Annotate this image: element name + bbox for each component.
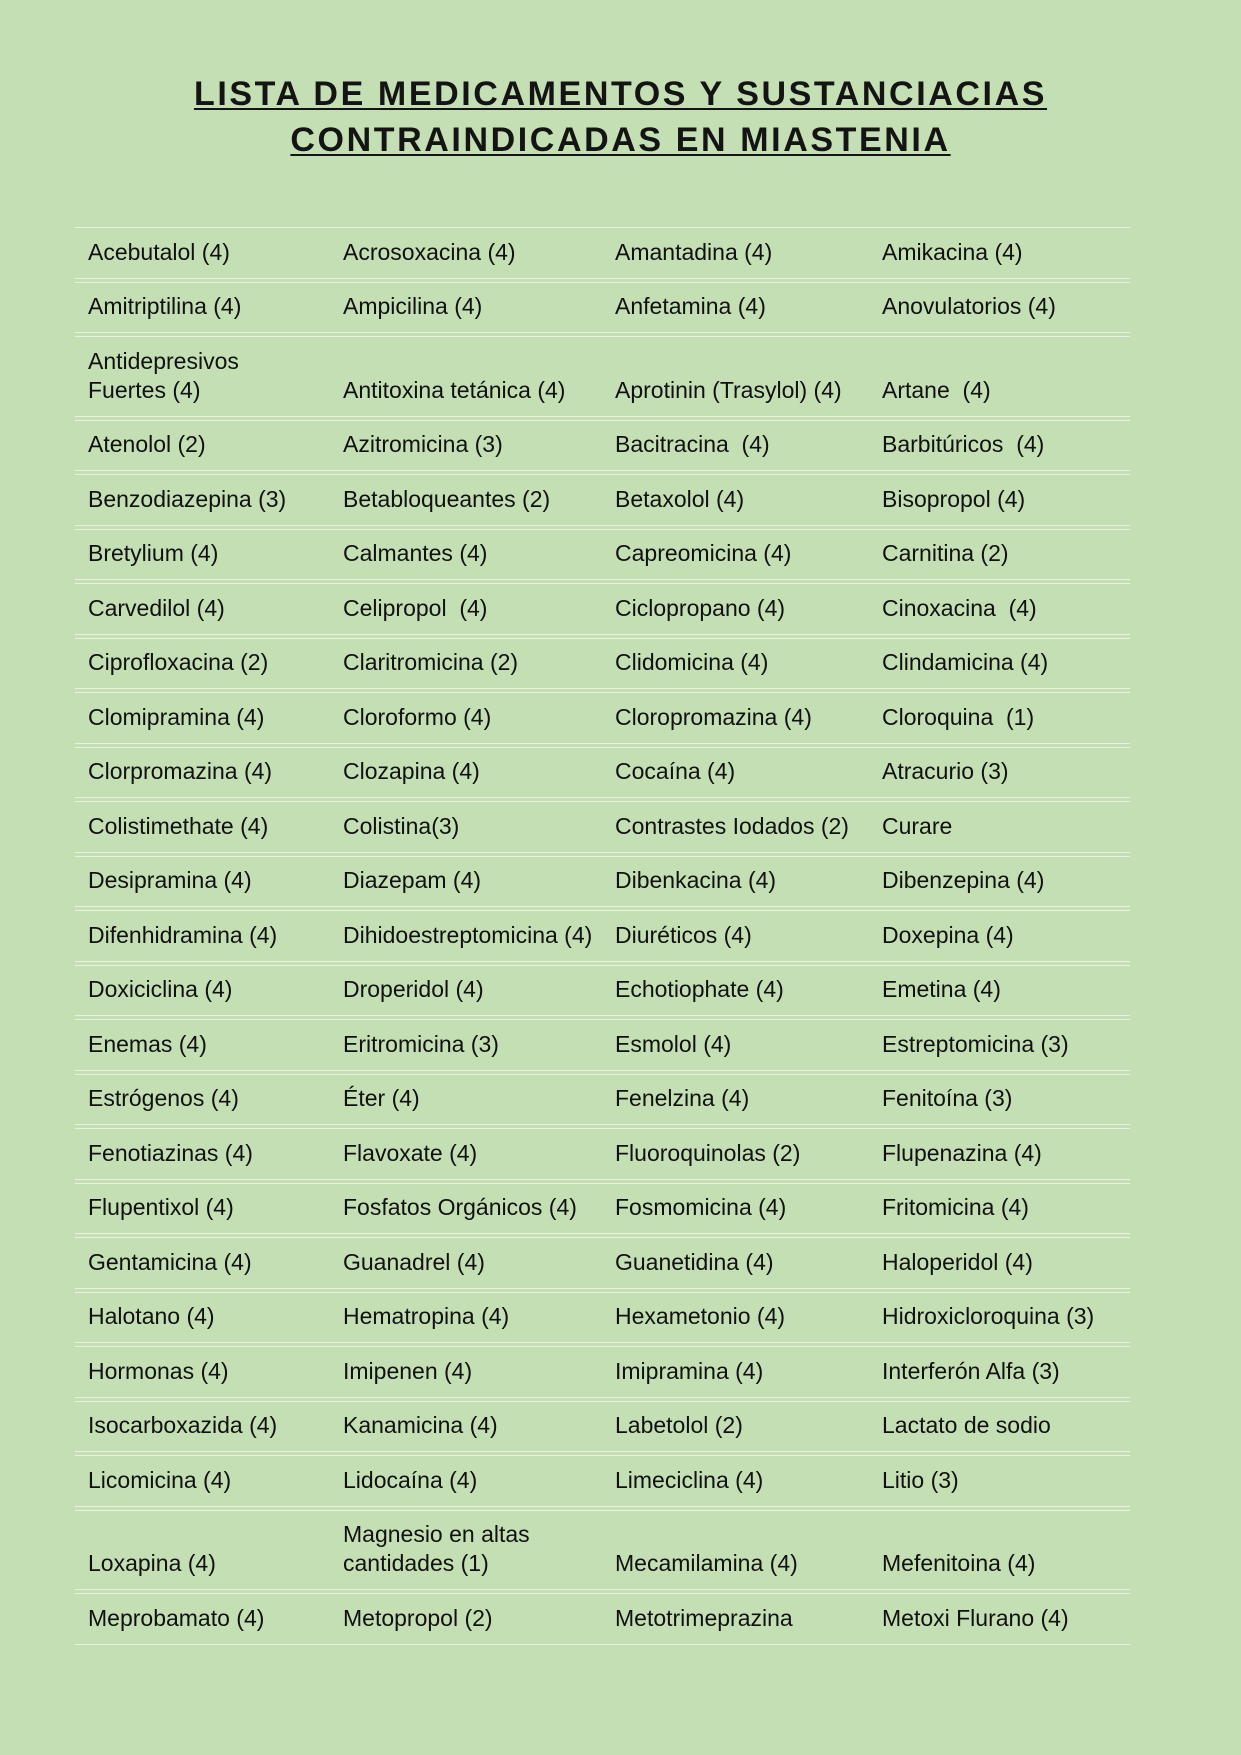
table-row	[75, 1593, 1130, 1645]
table-row	[75, 1074, 1130, 1126]
medication-cell: Emetina (4)	[882, 976, 1001, 1002]
medication-cell: Colistina(3)	[343, 812, 460, 839]
medication-cell: Haloperidol (4)	[882, 1248, 1033, 1275]
medication-cell: Metotrimeprazina	[615, 1604, 793, 1631]
page-title-line-2	[0, 117, 1241, 163]
medication-cell: Desipramina (4)	[88, 867, 252, 893]
medication-cell: Clidomicina (4)	[615, 649, 769, 675]
medication-cell: Dibenzepina (4)	[882, 867, 1045, 893]
table-row	[75, 1346, 1130, 1398]
table-row	[75, 1183, 1130, 1235]
medication-cell: Bretylium (4)	[88, 540, 219, 566]
medication-cell: Meprobamato (4)	[88, 1604, 265, 1631]
medication-cell: Kanamicina (4)	[343, 1412, 498, 1438]
medication-cell: Doxiciclina (4)	[88, 976, 233, 1002]
page-title-line-1	[0, 71, 1241, 117]
medication-cell: Esmolol (4)	[615, 1030, 732, 1057]
medication-cell: Betaxolol (4)	[615, 485, 745, 512]
medication-cell: Aprotinin (Trasylol) (4)	[615, 376, 842, 403]
table-row	[75, 1019, 1130, 1071]
medication-cell: Celipropol (4)	[343, 594, 488, 621]
medication-cell: Hidroxicloroquina (3)	[882, 1303, 1095, 1329]
medication-cell: Atenolol (2)	[88, 431, 206, 457]
table-row	[75, 1128, 1130, 1180]
table-row	[75, 282, 1130, 334]
medication-cell: Fenotiazinas (4)	[88, 1139, 253, 1166]
medication-cell: Litio (3)	[882, 1466, 959, 1493]
medication-cell: Ampicilina (4)	[343, 293, 483, 319]
table-row	[75, 227, 1130, 279]
medication-cell: Dihidoestreptomicina (4)	[343, 921, 593, 948]
medication-cell: Echotiophate (4)	[615, 976, 784, 1002]
table-row	[75, 965, 1130, 1017]
medication-cell: Ciprofloxacina (2)	[88, 649, 269, 675]
table-row	[75, 1237, 1130, 1289]
medication-cell: Anfetamina (4)	[615, 293, 766, 319]
medication-cell: Magnesio en altas cantidades (1)	[343, 1521, 530, 1576]
table-row	[75, 529, 1130, 581]
medication-cell: Acrosoxacina (4)	[343, 238, 516, 265]
medication-cell: Atracurio (3)	[882, 758, 1009, 784]
medication-cell: Bacitracina (4)	[615, 431, 770, 457]
medication-cell: Amitriptilina (4)	[88, 293, 242, 319]
medication-cell: Cocaína (4)	[615, 758, 736, 784]
medication-cell: Capreomicina (4)	[615, 540, 792, 566]
medication-cell: Barbitúricos (4)	[882, 431, 1045, 457]
medication-cell: Claritromicina (2)	[343, 649, 519, 675]
medication-cell: Isocarboxazida (4)	[88, 1412, 278, 1438]
medication-cell: Clorpromazina (4)	[88, 758, 273, 784]
medication-cell: Lidocaína (4)	[343, 1466, 478, 1493]
table-row	[75, 336, 1130, 417]
medication-cell: Licomicina (4)	[88, 1466, 232, 1493]
table-row	[75, 856, 1130, 908]
medication-cell: Bisopropol (4)	[882, 485, 1026, 512]
table-row	[75, 801, 1130, 853]
table-row	[75, 692, 1130, 744]
medication-table	[75, 227, 1130, 1645]
medication-cell: Mecamilamina (4)	[615, 1550, 798, 1576]
medication-cell: Fosmomicina (4)	[615, 1194, 787, 1220]
medication-cell: Diazepam (4)	[343, 867, 482, 893]
medication-cell: Clindamicina (4)	[882, 649, 1049, 675]
medication-cell: Cinoxacina (4)	[882, 594, 1037, 621]
medication-cell: Antidepresivos Fuertes (4)	[88, 347, 239, 403]
medication-cell: Betabloqueantes (2)	[343, 485, 551, 512]
medication-cell: Fenelzina (4)	[615, 1085, 750, 1111]
medication-cell: Benzodiazepina (3)	[88, 485, 287, 512]
medication-cell: Mefenitoina (4)	[882, 1550, 1036, 1576]
medication-cell: Contrastes Iodados (2)	[615, 812, 849, 839]
medication-cell: Dibenkacina (4)	[615, 867, 777, 893]
medication-cell: Hormonas (4)	[88, 1357, 229, 1384]
medication-cell: Diuréticos (4)	[615, 921, 752, 948]
medication-cell: Lactato de sodio	[882, 1412, 1051, 1438]
table-row	[75, 1455, 1130, 1507]
medication-cell: Cloropromazina (4)	[615, 703, 812, 730]
medication-cell: Metoxi Flurano (4)	[882, 1604, 1069, 1631]
table-row	[75, 583, 1130, 635]
medication-cell: Enemas (4)	[88, 1030, 207, 1057]
medication-cell: Labetolol (2)	[615, 1412, 743, 1438]
medication-cell: Fenitoína (3)	[882, 1085, 1013, 1111]
medication-cell: Imipramina (4)	[615, 1357, 764, 1384]
medication-cell: Amantadina (4)	[615, 238, 773, 265]
table-row	[75, 747, 1130, 799]
medication-cell: Guanetidina (4)	[615, 1248, 774, 1275]
medication-cell: Éter (4)	[343, 1085, 420, 1111]
medication-cell: Clozapina (4)	[343, 758, 480, 784]
medication-cell: Carvedilol (4)	[88, 594, 225, 621]
medication-cell: Curare	[882, 812, 953, 839]
medication-cell: Loxapina (4)	[88, 1550, 216, 1576]
medication-cell: Droperidol (4)	[343, 976, 484, 1002]
medication-cell: Estreptomicina (3)	[882, 1030, 1069, 1057]
medication-cell: Clomipramina (4)	[88, 703, 265, 730]
medication-cell: Interferón Alfa (3)	[882, 1357, 1060, 1384]
page-title-line-2-text: CONTRAINDICADAS EN MIASTENIA	[290, 121, 951, 159]
medication-cell: Amikacina (4)	[882, 238, 1023, 265]
medication-cell: Limeciclina (4)	[615, 1466, 764, 1493]
medication-cell: Calmantes (4)	[343, 540, 488, 566]
medication-cell: Flupenazina (4)	[882, 1139, 1042, 1166]
medication-cell: Eritromicina (3)	[343, 1030, 499, 1057]
page-title-line-1-text: LISTA DE MEDICAMENTOS Y SUSTANCIACIAS	[193, 75, 1048, 113]
medication-cell: Estrógenos (4)	[88, 1085, 239, 1111]
medication-cell: Cloroformo (4)	[343, 703, 492, 730]
medication-cell: Difenhidramina (4)	[88, 921, 278, 948]
medication-cell: Gentamicina (4)	[88, 1248, 252, 1275]
page-title	[0, 71, 1241, 163]
table-row	[75, 474, 1130, 526]
medication-cell: Fosfatos Orgánicos (4)	[343, 1194, 577, 1220]
medication-cell: Flupentixol (4)	[88, 1194, 234, 1220]
medication-cell: Doxepina (4)	[882, 921, 1014, 948]
medication-cell: Hexametonio (4)	[615, 1303, 786, 1329]
medication-cell: Azitromicina (3)	[343, 431, 503, 457]
medication-cell: Fritomicina (4)	[882, 1194, 1029, 1220]
medication-cell: Artane (4)	[882, 376, 991, 403]
medication-cell: Ciclopropano (4)	[615, 594, 786, 621]
medication-cell: Carnitina (2)	[882, 540, 1009, 566]
medication-cell: Flavoxate (4)	[343, 1139, 478, 1166]
medication-cell: Imipenen (4)	[343, 1357, 473, 1384]
table-row	[75, 1510, 1130, 1591]
medication-cell: Fluoroquinolas (2)	[615, 1139, 801, 1166]
table-row	[75, 638, 1130, 690]
medication-cell: Cloroquina (1)	[882, 703, 1035, 730]
table-row	[75, 1401, 1130, 1453]
medication-cell: Antitoxina tetánica (4)	[343, 376, 566, 403]
table-row	[75, 1292, 1130, 1344]
medication-cell: Acebutalol (4)	[88, 238, 230, 265]
medication-cell: Anovulatorios (4)	[882, 293, 1056, 319]
medication-cell: Metopropol (2)	[343, 1604, 493, 1631]
medication-cell: Halotano (4)	[88, 1303, 215, 1329]
table-row	[75, 420, 1130, 472]
table-row	[75, 910, 1130, 962]
medication-cell: Colistimethate (4)	[88, 812, 269, 839]
medication-cell: Guanadrel (4)	[343, 1248, 485, 1275]
medication-cell: Hematropina (4)	[343, 1303, 510, 1329]
